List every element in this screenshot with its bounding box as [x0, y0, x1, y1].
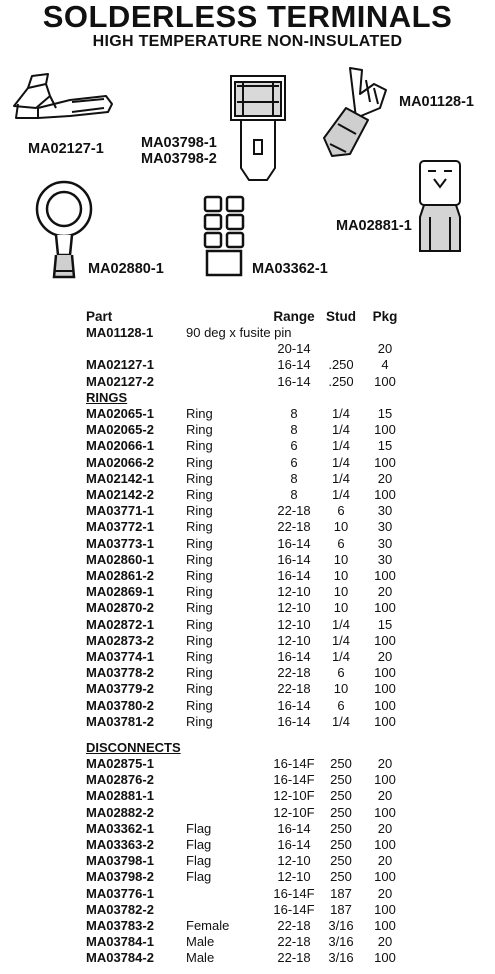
stud-cell: 1/4 — [331, 713, 351, 729]
figure-label-ma02127-1: MA02127-1 — [28, 141, 104, 157]
pkg-cell: 100 — [374, 568, 396, 583]
pkg-cell: 30 — [377, 535, 393, 551]
table-row — [86, 341, 416, 357]
range-cell: 22-18 — [277, 665, 311, 681]
type-cell: Ring — [186, 470, 213, 486]
figure-label-ma02881-1: MA02881-1 — [336, 218, 412, 234]
stud-cell: .250 — [328, 357, 354, 373]
part-cell: MA02869-1 — [86, 584, 154, 600]
pkg-cell: 30 — [377, 519, 393, 535]
pkg-cell: 20 — [377, 649, 393, 664]
table-row — [86, 536, 416, 552]
part-cell: MA02870-2 — [86, 600, 154, 616]
part-cell: MA03798-1 — [86, 853, 154, 869]
part-cell: MA03780-2 — [86, 697, 154, 713]
pkg-cell: 100 — [374, 454, 396, 470]
range-cell: 16-14 — [277, 837, 311, 852]
table-row — [86, 552, 416, 568]
table-row — [86, 886, 416, 902]
table-row — [86, 934, 416, 950]
range-cell: 16-14 — [277, 535, 311, 551]
section-heading-disconnects: DISCONNECTS — [86, 740, 181, 755]
part-cell: MA02127-1 — [86, 357, 154, 373]
part-cell: MA03773-1 — [86, 535, 154, 551]
column-header-range: Range — [273, 309, 315, 324]
table-row — [86, 584, 416, 600]
table-row — [86, 617, 416, 633]
type-cell: Ring — [186, 697, 213, 713]
part-cell: MA03783-2 — [86, 918, 154, 933]
table-row — [86, 950, 416, 966]
type-cell: Ring — [186, 681, 213, 697]
table-header — [86, 309, 416, 325]
column-header-pkg: Pkg — [372, 309, 398, 324]
type-cell: Flag — [186, 820, 212, 836]
page-subtitle: HIGH TEMPERATURE NON-INSULATED — [92, 33, 403, 50]
table-row — [86, 422, 416, 438]
range-cell: 16-14 — [277, 820, 311, 836]
type-cell: Ring — [186, 422, 213, 438]
ring-terminal-icon — [34, 177, 96, 283]
type-cell: Male — [186, 934, 215, 950]
stud-cell: 250 — [330, 756, 352, 771]
column-header-stud: Stud — [326, 309, 356, 324]
range-cell: 16-14F — [273, 772, 315, 788]
straight-quick-disconnect-icon — [10, 66, 125, 132]
type-cell: Ring — [186, 551, 213, 567]
stud-cell: 3/16 — [328, 934, 354, 950]
range-cell: 16-14 — [277, 373, 311, 389]
part-cell: MA02142-1 — [86, 470, 154, 486]
range-cell: 12-10 — [277, 616, 311, 632]
type-cell: Flag — [186, 869, 212, 885]
part-cell: MA02875-1 — [86, 756, 154, 771]
table-row — [86, 649, 416, 665]
pkg-cell: 20 — [377, 341, 393, 357]
range-cell: 16-14 — [277, 649, 311, 664]
pkg-cell: 100 — [374, 713, 396, 729]
type-cell: Ring — [186, 665, 213, 681]
part-cell: MA02127-2 — [86, 373, 154, 389]
type-cell: Ring — [186, 454, 213, 470]
stud-cell: 250 — [330, 837, 352, 852]
pkg-cell: 100 — [374, 950, 396, 966]
range-cell: 16-14 — [277, 713, 311, 729]
stud-cell: 1/4 — [331, 454, 351, 470]
table-row — [86, 772, 416, 788]
type-cell: Male — [186, 950, 215, 966]
type-cell: Ring — [186, 616, 213, 632]
stud-cell: 250 — [330, 820, 352, 836]
figure-label-ma02880-1: MA02880-1 — [88, 261, 164, 277]
stud-cell: 10 — [333, 584, 349, 600]
part-cell: MA02066-2 — [86, 454, 154, 470]
part-cell: MA03776-1 — [86, 885, 154, 901]
part-cell: MA03362-1 — [86, 820, 154, 836]
stud-cell: 6 — [337, 535, 345, 551]
type-cell: Ring — [186, 438, 213, 454]
stud-cell: 250 — [330, 853, 352, 869]
table-row — [86, 805, 416, 821]
table-row — [86, 821, 416, 837]
part-cell: MA03772-1 — [86, 519, 154, 535]
pkg-cell: 100 — [374, 901, 396, 917]
pkg-cell: 15 — [377, 406, 393, 421]
part-cell: MA03798-2 — [86, 869, 154, 885]
part-cell: MA01128-1 — [86, 325, 154, 340]
pkg-cell: 100 — [374, 918, 396, 933]
table-row — [86, 406, 416, 422]
stud-cell: 3/16 — [328, 918, 354, 933]
table-row — [86, 503, 416, 519]
part-cell: MA03771-1 — [86, 503, 154, 519]
part-cell: MA02065-2 — [86, 422, 154, 438]
stud-cell: 1/4 — [331, 487, 351, 502]
type-cell: Ring — [186, 503, 213, 519]
stud-cell: 6 — [337, 503, 345, 519]
stud-cell: 1/4 — [331, 616, 351, 632]
table-row — [86, 788, 416, 804]
range-cell: 20-14 — [277, 341, 311, 357]
part-cell: MA03784-2 — [86, 950, 154, 966]
table-row — [86, 600, 416, 616]
pkg-cell: 100 — [374, 869, 396, 885]
table-row — [86, 756, 416, 772]
table-row — [86, 681, 416, 697]
type-cell: Ring — [186, 649, 213, 664]
stud-cell: 10 — [333, 519, 349, 535]
type-cell: Ring — [186, 519, 213, 535]
stud-cell: 10 — [333, 568, 349, 583]
part-cell: MA02065-1 — [86, 406, 154, 421]
range-cell: 12-10F — [273, 804, 315, 820]
type-cell: Flag — [186, 853, 212, 869]
table-row — [86, 568, 416, 584]
pkg-cell: 100 — [374, 600, 396, 616]
stud-cell: 1/4 — [331, 470, 351, 486]
table-row — [86, 325, 416, 341]
table-row — [86, 837, 416, 853]
range-cell: 22-18 — [277, 519, 311, 535]
part-cell: MA03781-2 — [86, 713, 154, 729]
part-cell: MA03363-2 — [86, 837, 154, 852]
pkg-cell: 15 — [377, 438, 393, 454]
female-disconnect-icon — [416, 157, 464, 255]
range-cell: 12-10 — [277, 869, 311, 885]
stud-cell: 1/4 — [331, 406, 351, 421]
flag-terminal-icon — [227, 72, 289, 184]
column-header-part: Part — [86, 309, 113, 324]
table-row — [86, 853, 416, 869]
pkg-cell: 4 — [381, 357, 389, 373]
range-cell: 12-10 — [277, 853, 311, 869]
part-cell: MA03779-2 — [86, 681, 154, 697]
range-cell: 12-10F — [273, 788, 315, 804]
table-row — [86, 455, 416, 471]
table-row — [86, 487, 416, 503]
flag-disconnect-icon — [201, 193, 247, 279]
type-cell: Ring — [186, 632, 213, 648]
pkg-cell: 15 — [377, 616, 393, 632]
pkg-cell: 20 — [377, 853, 393, 869]
table-row — [86, 869, 416, 885]
stud-cell: 10 — [333, 681, 349, 697]
page-title: SOLDERLESS TERMINALS — [42, 0, 453, 34]
pkg-cell: 20 — [377, 756, 393, 771]
range-cell: 12-10 — [277, 600, 311, 616]
type-cell: Flag — [186, 837, 212, 852]
type-cell: Ring — [186, 568, 213, 583]
figure-label-ma03362-1: MA03362-1 — [252, 261, 328, 277]
table-row — [86, 918, 416, 934]
type-cell: Ring — [186, 535, 213, 551]
range-cell: 8 — [290, 406, 298, 421]
stud-cell: 1/4 — [331, 438, 351, 454]
part-cell: MA03778-2 — [86, 665, 154, 681]
stud-cell: 187 — [330, 885, 352, 901]
range-cell: 12-10 — [277, 584, 311, 600]
range-cell: 16-14F — [273, 885, 315, 901]
figure-label-ma03798-2: MA03798-2 — [141, 151, 217, 167]
pkg-cell: 100 — [374, 804, 396, 820]
pkg-cell: 100 — [374, 665, 396, 681]
90-degree-fusite-pin-terminal-icon — [316, 64, 396, 160]
stud-cell: 1/4 — [331, 632, 351, 648]
type-cell: Ring — [186, 406, 213, 421]
part-cell: MA02142-2 — [86, 487, 154, 502]
range-cell: 22-18 — [277, 681, 311, 697]
range-cell: 16-14 — [277, 568, 311, 583]
range-cell: 22-18 — [277, 950, 311, 966]
stud-cell: 250 — [330, 788, 352, 804]
figure-label-ma03798-1: MA03798-1 — [141, 135, 217, 151]
stud-cell: 1/4 — [331, 649, 351, 664]
stud-cell: 6 — [337, 697, 345, 713]
pkg-cell: 100 — [374, 373, 396, 389]
part-cell: MA03774-1 — [86, 649, 154, 664]
stud-cell: 6 — [337, 665, 345, 681]
type-cell: 90 deg x fusite pin — [186, 325, 292, 340]
type-cell: Ring — [186, 584, 213, 600]
table-row — [86, 633, 416, 649]
table-row — [86, 374, 416, 390]
section-heading-rings: RINGS — [86, 390, 128, 405]
stud-cell: 250 — [330, 804, 352, 820]
range-cell: 16-14F — [273, 901, 315, 917]
stud-cell: 250 — [330, 869, 352, 885]
pkg-cell: 20 — [377, 584, 393, 600]
part-cell: MA02860-1 — [86, 551, 154, 567]
table-row — [86, 471, 416, 487]
part-cell: MA02873-2 — [86, 632, 154, 648]
part-cell: MA03784-1 — [86, 934, 154, 950]
pkg-cell: 20 — [377, 885, 393, 901]
stud-cell: 10 — [333, 551, 349, 567]
stud-cell: 1/4 — [331, 422, 351, 438]
pkg-cell: 30 — [377, 551, 393, 567]
pkg-cell: 100 — [374, 697, 396, 713]
range-cell: 6 — [290, 438, 298, 454]
table-row — [86, 698, 416, 714]
part-cell: MA03782-2 — [86, 901, 154, 917]
range-cell: 22-18 — [277, 503, 311, 519]
range-cell: 6 — [290, 454, 298, 470]
pkg-cell: 100 — [374, 681, 396, 697]
stud-cell: 3/16 — [328, 950, 354, 966]
table-row — [86, 438, 416, 454]
range-cell: 8 — [290, 422, 298, 438]
type-cell: Ring — [186, 600, 213, 616]
type-cell: Female — [186, 918, 230, 933]
range-cell: 8 — [290, 470, 298, 486]
part-cell: MA02066-1 — [86, 438, 154, 454]
pkg-cell: 20 — [377, 934, 393, 950]
part-cell: MA02876-2 — [86, 772, 154, 788]
stud-cell: 187 — [330, 901, 352, 917]
pkg-cell: 100 — [374, 772, 396, 788]
range-cell: 16-14 — [277, 551, 311, 567]
stud-cell: .250 — [328, 373, 354, 389]
table-row — [86, 902, 416, 918]
part-cell: MA02872-1 — [86, 616, 154, 632]
pkg-cell: 30 — [377, 503, 393, 519]
stud-cell: 10 — [333, 600, 349, 616]
table-row — [86, 519, 416, 535]
table-row — [86, 714, 416, 730]
part-cell: MA02881-1 — [86, 788, 154, 804]
range-cell: 8 — [290, 487, 298, 502]
stud-cell: 250 — [330, 772, 352, 788]
figure-label-ma01128-1: MA01128-1 — [399, 94, 474, 110]
pkg-cell: 20 — [377, 788, 393, 804]
range-cell: 12-10 — [277, 632, 311, 648]
range-cell: 16-14F — [273, 756, 315, 771]
type-cell: Ring — [186, 713, 213, 729]
part-cell: MA02882-2 — [86, 804, 154, 820]
type-cell: Ring — [186, 487, 213, 502]
range-cell: 16-14 — [277, 357, 311, 373]
range-cell: 16-14 — [277, 697, 311, 713]
pkg-cell: 100 — [374, 487, 396, 502]
pkg-cell: 100 — [374, 837, 396, 852]
range-cell: 22-18 — [277, 934, 311, 950]
pkg-cell: 20 — [377, 470, 393, 486]
table-row — [86, 665, 416, 681]
pkg-cell: 100 — [374, 632, 396, 648]
pkg-cell: 100 — [374, 422, 396, 438]
table-row — [86, 357, 416, 373]
pkg-cell: 20 — [377, 820, 393, 836]
part-cell: MA02861-2 — [86, 568, 154, 583]
range-cell: 22-18 — [277, 918, 311, 933]
